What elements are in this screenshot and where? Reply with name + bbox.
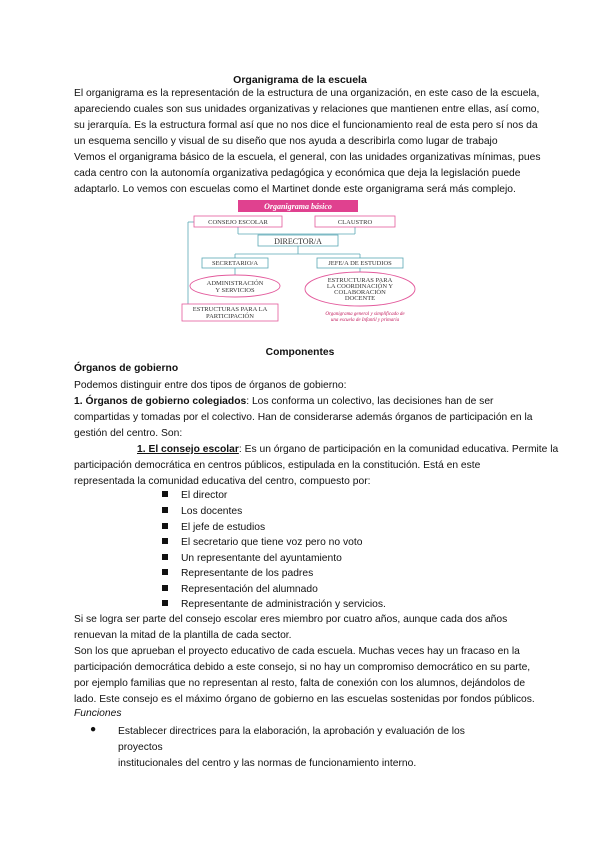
list-item: Representante de administración y servicios. xyxy=(162,599,386,610)
colegiados-text: : Los conforma un colectivo, las decisiones han de ser xyxy=(246,396,494,407)
organos-heading: Órganos de gobierno xyxy=(74,363,179,374)
intro-line-6: cada centro con la autonomía organizativa pedagógica y económica que deja la legislación puede xyxy=(74,168,521,179)
participacion-line-2: PARTICIPACIÓN xyxy=(206,313,254,320)
administracion-line-1: ADMINISTRACIÓN xyxy=(206,280,264,287)
square-bullet-icon xyxy=(162,523,168,529)
claustro-label: CLAUSTRO xyxy=(337,219,373,226)
intro-line-2: apareciendo cuales son sus unidades organizativas y relaciones que mantienen entre ellas, así como, xyxy=(74,104,540,115)
page-title: Organigrama de la escuela xyxy=(233,74,367,86)
director-label: DIRECTOR/A xyxy=(274,237,322,246)
colegiados-line-2: compartidas y tomadas por el colectivo. Han de considerarse además órganos de participación en la xyxy=(74,412,533,423)
consejo-line-1 xyxy=(137,444,558,455)
intro-line-3: su jerarquía. Es la estructura formal así que no nos dice el funcionamiento real de esta pero sí nos da xyxy=(74,120,538,131)
jefe-estudios-label: JEFE/A DE ESTUDIOS xyxy=(328,260,392,267)
intro-line-4: un esquema sencillo y visual de su diseño que nos ayuda a describirla como lugar de trabajo xyxy=(74,136,498,147)
intro-line-1: El organigrama es la representación de la estructura de una organización, en este caso de la escuela, xyxy=(74,88,540,99)
podemos-line: Podemos distinguir entre dos tipos de órganos de gobierno: xyxy=(74,380,347,391)
round-bullet-icon: ● xyxy=(90,724,97,735)
estructuras-line-3: COLABORACIÓN xyxy=(334,289,386,296)
consejo-line-2: participación democrática en centros públicos, estipulada en la constitución. Está en este xyxy=(74,460,481,471)
list-item: Representante de los padres xyxy=(162,568,313,579)
after-line-3: Son los que aprueban el proyecto educativo de cada escuela. Muchas veces hay un fracaso en la xyxy=(74,646,520,657)
after-line-6: lado. Este consejo es el máximo órgano de gobierno en las escuelas sostenidas por fondos públicos. xyxy=(74,694,535,705)
funcion-text: Establecer directrices para la elaboración, la aprobación y evaluación de los proyectos institucionales del centro y las normas de funcionamiento interno. xyxy=(118,726,465,769)
consejo-escolar-label-text: 1. El consejo escolar xyxy=(137,444,239,455)
consejo-escolar-text: : Es un órgano de participación en la comunidad educativa. Permite la xyxy=(238,444,559,455)
list-item: El director xyxy=(162,490,227,501)
square-bullet-icon xyxy=(162,600,168,606)
consejo-line-3: representada la comunidad educativa del centro, compuesto por: xyxy=(74,476,371,487)
intro-line-7: adaptarlo. Lo vemos con escuelas como el Martinet donde este organigrama será más complejo. xyxy=(74,184,516,195)
square-bullet-icon xyxy=(162,585,168,591)
colegiados-line-1 xyxy=(74,396,493,407)
intro-line-5: Vemos el organigrama básico de la escuela, el general, con las unidades organizativas mínimas, pues xyxy=(74,152,541,163)
funciones-heading: Funciones xyxy=(74,708,122,719)
estructuras-line-2: LA COORDINACIÓN Y xyxy=(326,283,394,290)
square-bullet-icon xyxy=(162,491,168,497)
organigram-diagram xyxy=(180,198,430,338)
after-line-4: participación democrática debido a este consejo, si no hay un compromiso democrático en su parte, xyxy=(74,662,531,673)
section-heading-componentes: Componentes xyxy=(265,347,335,358)
colegiados-label: 1. Órganos de gobierno colegiados xyxy=(74,396,247,407)
participacion-line-1: ESTRUCTURAS PARA LA xyxy=(192,306,268,313)
square-bullet-icon xyxy=(162,538,168,544)
list-item: El secretario que tiene voz pero no voto xyxy=(162,537,362,548)
list-item: Representación del alumnado xyxy=(162,584,318,595)
diagram-note-line-2: una escuela de Infantil y primaria xyxy=(330,318,400,323)
square-bullet-icon xyxy=(162,569,168,575)
diagram-banner-text: Organigrama básico xyxy=(264,202,332,211)
estructuras-line-4: DOCENTE xyxy=(344,295,376,302)
administracion-line-2: Y SERVICIOS xyxy=(215,287,255,294)
square-bullet-icon xyxy=(162,507,168,513)
list-item: Un representante del ayuntamiento xyxy=(162,553,342,564)
square-bullet-icon xyxy=(162,554,168,560)
colegiados-line-3: gestión del centro. Son: xyxy=(74,428,183,439)
list-item: El jefe de estudios xyxy=(162,522,265,533)
after-line-1: Si se logra ser parte del consejo escolar eres miembro por cuatro años, aunque cada dos años xyxy=(74,614,508,625)
secretario-label: SECRETARIO/A xyxy=(211,260,259,267)
after-line-5: por ejemplo familias que no representan al resto, falta de conexión con los alumnos, dejándolos de xyxy=(74,678,526,689)
estructuras-line-1: ESTRUCTURAS PARA xyxy=(327,277,393,284)
diagram-note-line-1: Organigrama general y simplificado de xyxy=(325,312,405,317)
after-line-2: renuevan la mitad de la plantilla de cada sector. xyxy=(74,630,292,641)
consejo-escolar-label: CONSEJO ESCOLAR xyxy=(208,219,268,226)
list-item: Los docentes xyxy=(162,506,242,517)
